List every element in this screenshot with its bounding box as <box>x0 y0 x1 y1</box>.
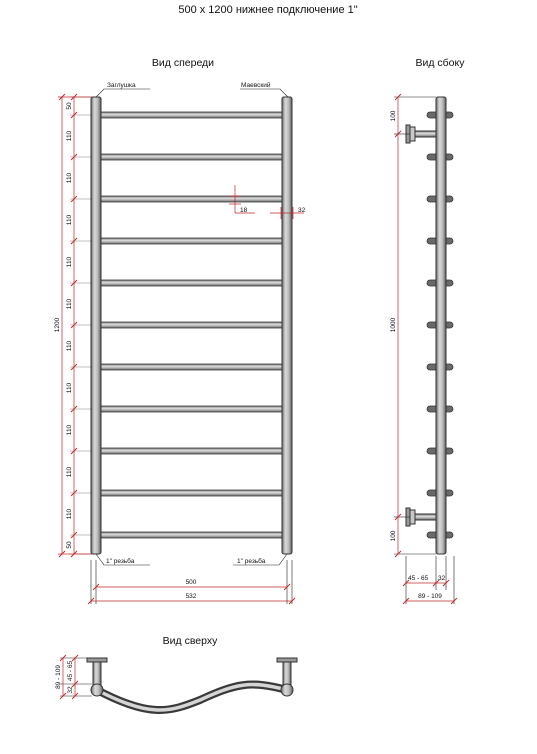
spacing-label-7: 110 <box>66 382 73 394</box>
drawing-title: 500 x 1200 нижнее подключение 1" <box>178 4 358 16</box>
side-dim-top-label: 100 <box>390 110 397 122</box>
rung-8 <box>99 406 284 412</box>
top-curved-rung <box>97 685 287 710</box>
spacing-label-6: 110 <box>66 340 73 352</box>
spacing-label-2: 110 <box>66 172 73 184</box>
top-wall-label: 45 - 65 <box>67 660 74 682</box>
thread-right-label: 1" резьба <box>237 558 266 565</box>
side-depth-label: 89 - 109 <box>418 593 442 600</box>
side-top-bracket <box>406 125 440 143</box>
cap-label: Заглушка <box>107 82 136 89</box>
top-right-pipe <box>281 684 293 696</box>
top-offset-label: 32 <box>67 686 74 694</box>
valve-label: Маевский <box>241 82 271 89</box>
rungs <box>99 112 284 538</box>
spacing-ticks <box>70 94 92 557</box>
side-bottom-bracket <box>406 508 440 526</box>
top-view <box>55 635 297 710</box>
side-dim-bottom-label: 100 <box>390 530 397 542</box>
top-depth-label: 89 - 109 <box>55 665 62 689</box>
side-pipe <box>436 97 446 554</box>
width-inner-label: 500 <box>185 579 197 586</box>
side-view-title: Вид сбоку <box>415 57 465 69</box>
rung-4 <box>99 238 284 244</box>
top-view-title: Вид сверху <box>162 635 218 647</box>
spacing-label-3: 110 <box>66 214 73 226</box>
spacing-label-10: 110 <box>66 508 73 520</box>
spacing-label-9: 110 <box>66 466 73 478</box>
valve-leader <box>240 89 288 97</box>
rung-5 <box>99 280 284 286</box>
thread-left-label: 1" резьба <box>106 558 135 565</box>
rung-9 <box>99 448 284 454</box>
rung-1 <box>99 112 284 118</box>
rung-10 <box>99 490 284 496</box>
front-view <box>54 57 306 604</box>
width-outer-label: 532 <box>185 593 197 600</box>
rung-7 <box>99 364 284 370</box>
side-dim-mid-label: 1000 <box>390 317 397 333</box>
pipe-diameter-label: 32 <box>298 207 306 214</box>
right-pipe <box>282 97 292 554</box>
rung-2 <box>99 154 284 160</box>
spacing-label-1: 110 <box>66 130 73 142</box>
cap-leader <box>96 89 150 97</box>
left-pipe <box>91 97 101 554</box>
front-view-title: Вид спереди <box>151 57 215 69</box>
spacing-label-4: 110 <box>66 256 73 268</box>
height-total-label: 1200 <box>54 317 61 333</box>
rung-6 <box>99 322 284 328</box>
spacing-top-label: 50 <box>66 102 73 110</box>
side-view <box>390 57 465 604</box>
top-left-pipe <box>91 684 103 696</box>
rung-11 <box>99 532 284 538</box>
top-right-bracket <box>277 658 297 686</box>
rung-diameter-label: 18 <box>240 207 248 214</box>
rung-3 <box>99 196 284 202</box>
spacing-bottom-label: 50 <box>66 541 73 549</box>
side-offset-label: 45 - 65 <box>408 575 429 582</box>
spacing-label-8: 110 <box>66 424 73 436</box>
top-left-bracket <box>87 658 107 686</box>
spacing-label-5: 110 <box>66 298 73 310</box>
side-pipe-label: 32 <box>438 575 446 582</box>
